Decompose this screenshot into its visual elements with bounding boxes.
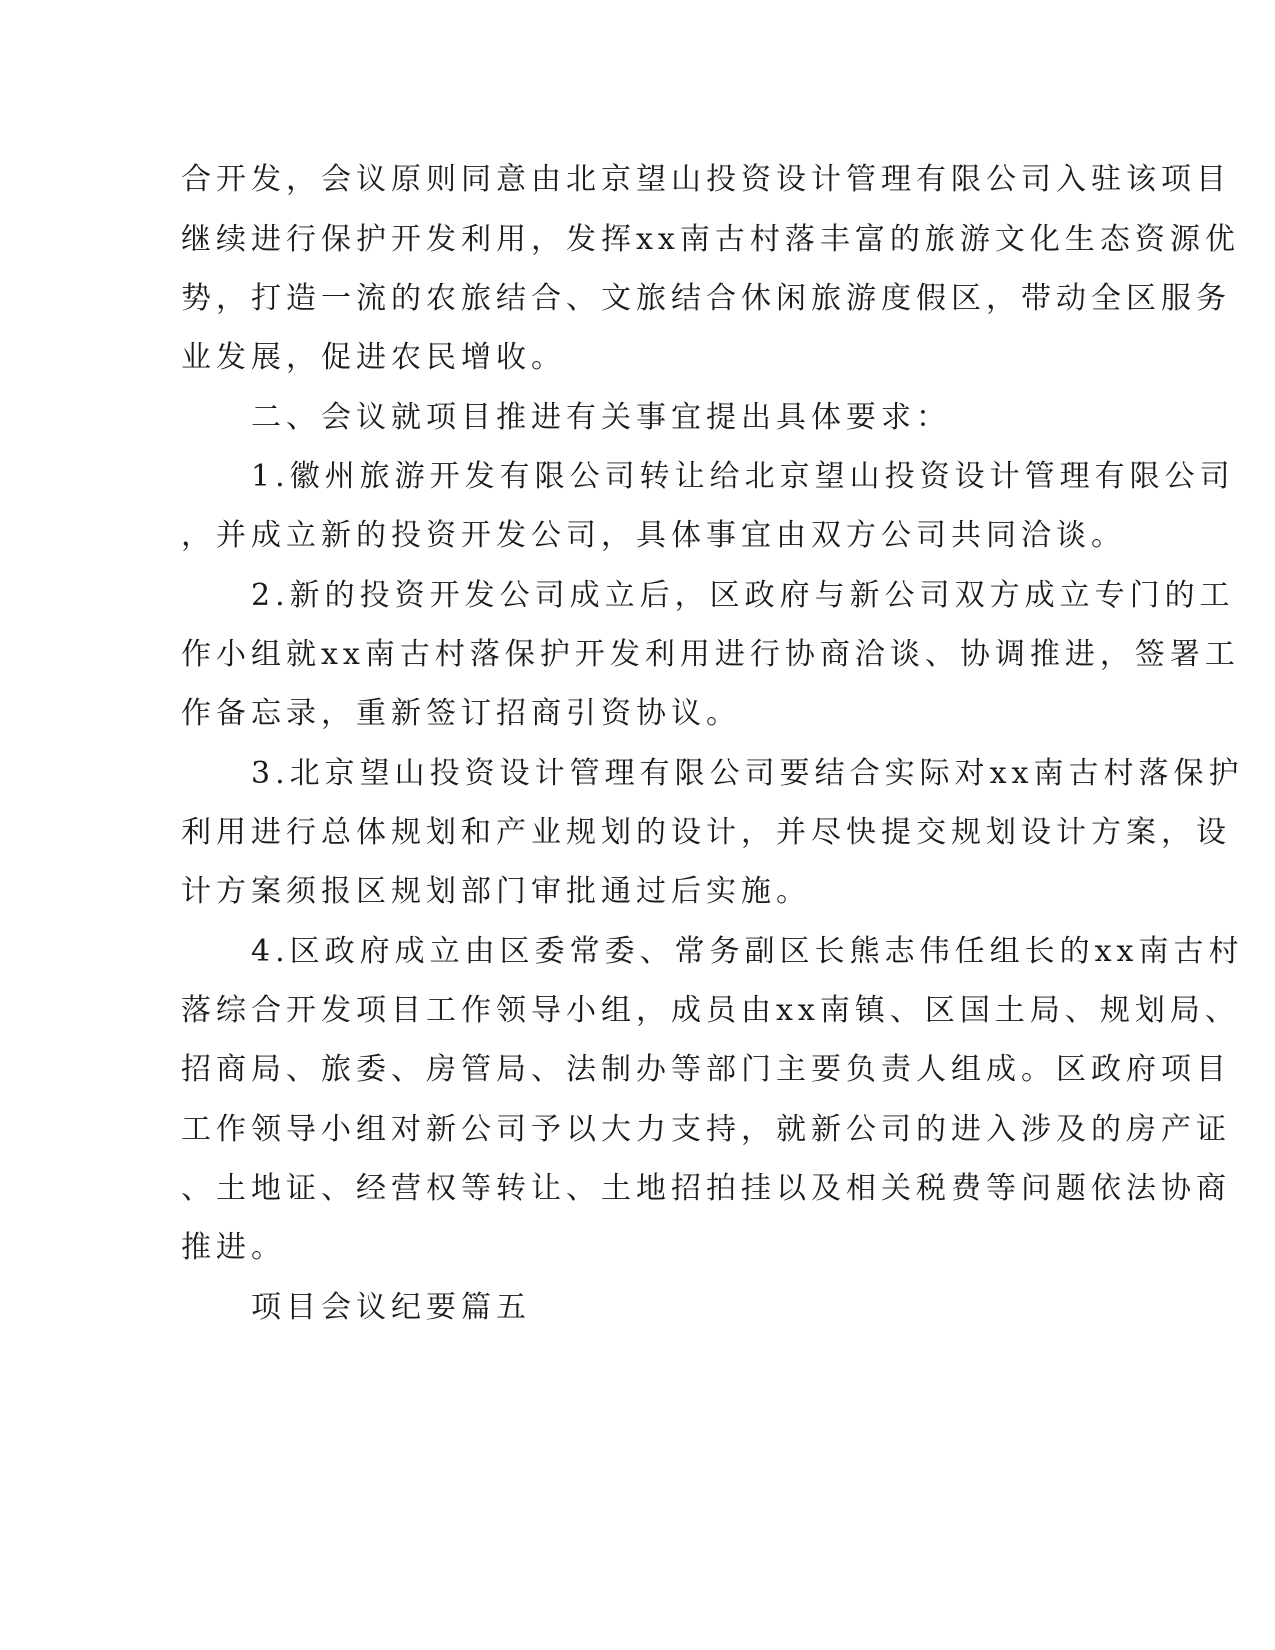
text-line: 作小组就xx南古村落保护开发利用进行协商洽谈、协调推进，签署工	[181, 637, 1240, 672]
text-line: 业发展，促进农民增收。	[181, 340, 566, 375]
text-line: 1.徽州旅游开发有限公司转让给北京望山投资设计管理有限公司	[251, 459, 1235, 494]
section-title: 项目会议纪要篇五	[251, 1290, 531, 1325]
text-line: 计方案须报区规划部门审批通过后实施。	[181, 874, 811, 909]
text-line: 推进。	[181, 1230, 286, 1265]
text-line: 作备忘录，重新签订招商引资协议。	[181, 696, 741, 731]
text-line: 落综合开发项目工作领导小组，成员由xx南镇、区国土局、规划局、	[181, 993, 1240, 1028]
text-line: 合开发，会议原则同意由北京望山投资设计管理有限公司入驻该项目	[181, 162, 1231, 197]
text-line: 4.区政府成立由区委常委、常务副区长熊志伟任组长的xx南古村	[251, 934, 1244, 969]
text-line: 利用进行总体规划和产业规划的设计，并尽快提交规划设计方案，设	[181, 815, 1231, 850]
text-line: 、土地证、经营权等转让、土地招拍挂以及相关税费等问题依法协商	[181, 1171, 1231, 1206]
text-line: 招商局、旅委、房管局、法制办等部门主要负责人组成。区政府项目	[181, 1052, 1231, 1087]
text-line: 3.北京望山投资设计管理有限公司要结合实际对xx南古村落保护	[251, 756, 1244, 791]
text-line: 势，打造一流的农旅结合、文旅结合休闲旅游度假区，带动全区服务	[181, 281, 1231, 316]
text-line: 继续进行保护开发利用，发挥xx南古村落丰富的旅游文化生态资源优	[181, 222, 1240, 257]
text-line: ，并成立新的投资开发公司，具体事宜由双方公司共同洽谈。	[181, 518, 1126, 553]
text-line: 工作领导小组对新公司予以大力支持，就新公司的进入涉及的房产证	[181, 1112, 1231, 1147]
section-heading: 二、会议就项目推进有关事宜提出具体要求：	[251, 400, 951, 435]
text-line: 2.新的投资开发公司成立后，区政府与新公司双方成立专门的工	[251, 578, 1235, 613]
